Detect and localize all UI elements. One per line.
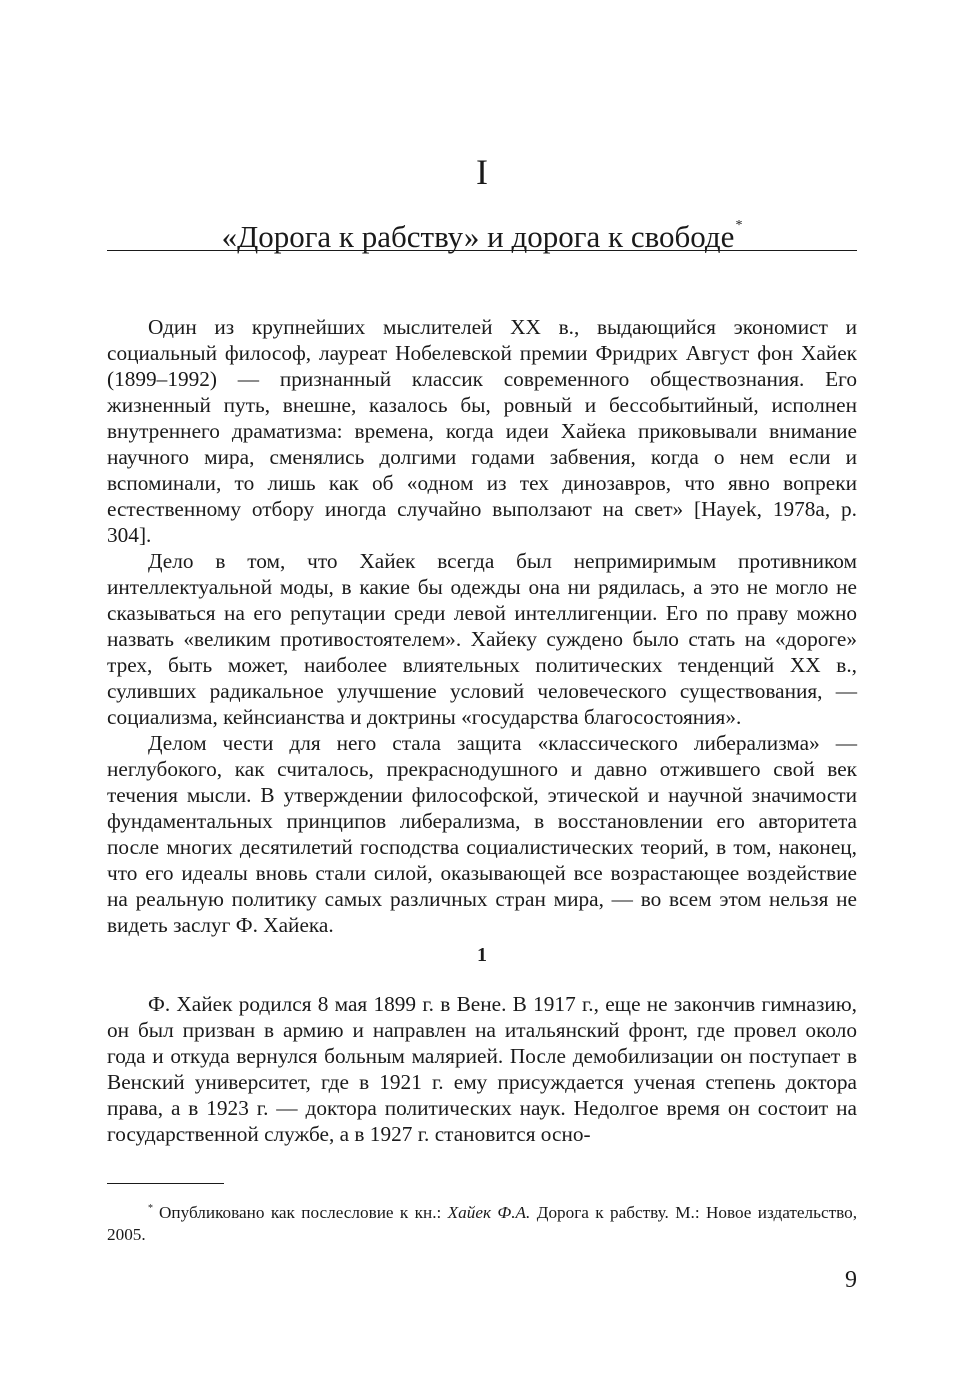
footnote-rest: Дорога к рабству. М.: Новое издательство, 2005. — [107, 1203, 857, 1244]
chapter-title — [107, 208, 857, 255]
chapter-title-text: «Дорога к рабству» и дорога к свободе — [221, 219, 735, 254]
paragraph: Дело в том, что Хайек всегда был непримиримым противником интеллектуальной моды, в какие бы одежды она ни рядилась, а это не могло не сказываться на его репутации среди левой интеллигенции. Его по праву можно назвать «великим противостоятелем». Хайеку суждено было стать на «дороге» трех, быть может, наиболее влиятельных политических тенденций XX в., суливших радикальное улучшение условий человеческого существования, — социализма, кейнсианства и доктрины «государства благосостояния». — [107, 549, 857, 729]
paragraph: Ф. Хайек родился 8 мая 1899 г. в Вене. В 1917 г., еще не закончив гимназию, он был призван в армию и направлен на итальянский фронт, где провел около года и откуда вернулся больным малярией. После демобилизации он поступает в Венский университет, где в 1921 г. ему присуждается ученая степень доктора права, а в 1923 г. — доктора политических наук. Недолгое время он состоит на государственной службе, а в 1927 г. становится осно- — [107, 992, 857, 1146]
footnote-text — [107, 1198, 857, 1246]
paragraph: Делом чести для него стала защита «классического либерализма» — неглубокого, как считалось, прекраснодушного и давно отжившего свой век течения мысли. В утверждении философской, этической и научной значимости фундаментальных принципов либерализма, в восстановлении его авторитета после многих десятилетий господства социалистических теорий, в том, наконец, что его идеалы вновь стали силой, оказывающей все возрастающее воздействие на реальную политику самых различных стран мира, — во всем этом нельзя не видеть заслуг Ф. Хайека. — [107, 731, 857, 937]
section-text — [107, 991, 857, 1147]
footnote-author: Хайек Ф.А. — [447, 1203, 531, 1222]
page-number: 9 — [845, 1267, 857, 1293]
footnote-mark: * — [148, 1203, 153, 1214]
footnote-rule — [107, 1183, 224, 1184]
section-number: 1 — [477, 944, 487, 966]
footnote — [107, 1198, 857, 1246]
footnote-prefix: Опубликовано как послесловие к кн.: — [159, 1203, 442, 1222]
chapter-number: I — [476, 152, 488, 192]
title-rule — [107, 250, 857, 251]
intro-text — [107, 314, 857, 938]
paragraph: Один из крупнейших мыслителей XX в., выдающийся экономист и социальный философ, лауреат Нобелевской премии Фридрих Август фон Хайек (1899–1992) — признанный классик современного обществознания. Его жизненный путь, внешне, казалось бы, ровный и бессобытийный, исполнен внутреннего драматизма: времена, когда идеи Хайека приковывали внимание научного мира, сменялись долгими годами забвения, когда о нем если и вспоминали, то лишь как об «одном из тех динозавров, что явно вопреки естественному отбору иногда случайно выползают на свет» [Hayek, 1978а, p. 304]. — [107, 315, 857, 547]
chapter-title-footnote-mark: * — [735, 218, 743, 233]
book-page — [107, 0, 857, 1388]
